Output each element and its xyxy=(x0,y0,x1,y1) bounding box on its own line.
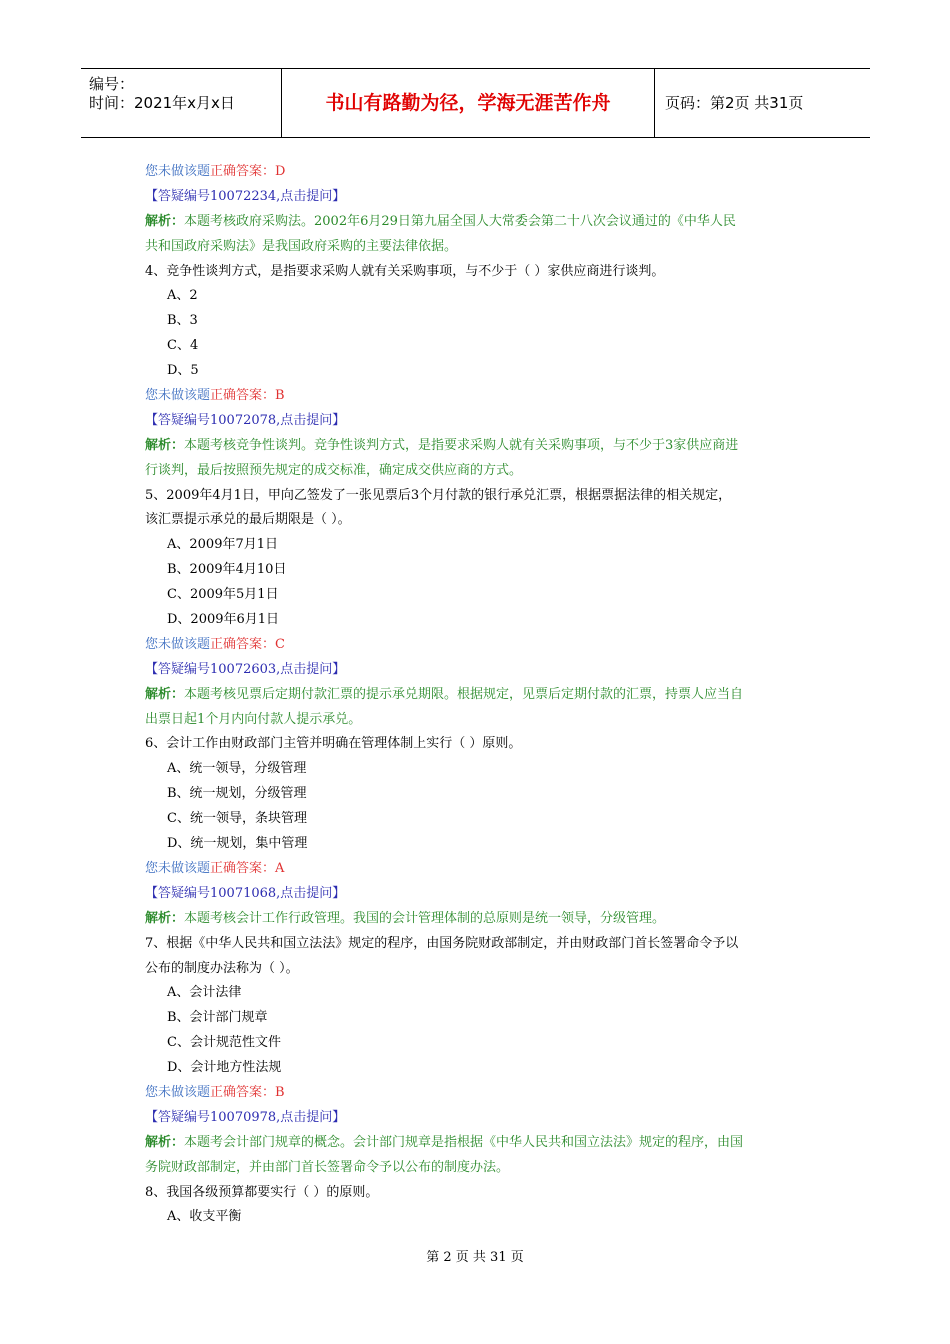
option-item xyxy=(145,782,815,807)
line-segment: 共和国政府采购法》是我国政府采购的主要法律依据。 xyxy=(145,238,458,254)
header-time-label: 时间：2021年x月x日 xyxy=(89,94,235,112)
line-segment: 解析： xyxy=(145,910,185,926)
line-segment: A、会计法律 xyxy=(167,985,242,1001)
line-segment: C、2009年5月1日 xyxy=(167,587,279,603)
line-segment: D、统一规划，集中管理 xyxy=(167,836,308,852)
answer-line xyxy=(145,160,815,185)
line-segment: 本题考会计部门规章的概念。会计部门规章是指根据《中华人民共和国立法法》规定的程序，由国 xyxy=(184,1134,744,1150)
line-segment: 正确答案：A xyxy=(210,860,285,876)
line-segment: A、收支平衡 xyxy=(167,1209,242,1225)
line-segment: C、4 xyxy=(167,338,199,354)
line-segment: 您未做该题 xyxy=(145,1084,211,1100)
line-segment: 公布的制度办法称为（ ）。 xyxy=(145,960,299,976)
line-segment: B、2009年4月10日 xyxy=(167,562,287,578)
line-segment: 正确答案：C xyxy=(210,636,285,652)
question-text xyxy=(145,484,815,509)
answer-line xyxy=(145,633,815,658)
option-item xyxy=(145,981,815,1006)
line-segment: 本题考核政府采购法。2002年6月29日第九届全国人大常委会第二十八次会议通过的《中华人民 xyxy=(184,213,736,229)
answer-line xyxy=(145,384,815,409)
explanation-line xyxy=(145,1156,815,1181)
line-segment: 务院财政部制定，并由部门首长签署命令予以公布的制度办法。 xyxy=(145,1159,510,1175)
line-segment: B、统一规划，分级管理 xyxy=(167,786,307,802)
line-segment: 【答疑编号10071068,点击提问】 xyxy=(145,885,346,901)
option-item xyxy=(145,1031,815,1056)
line-segment: 【答疑编号10072234,点击提问】 xyxy=(145,188,346,204)
answer-line xyxy=(145,857,815,882)
option-item xyxy=(145,807,815,832)
explanation-line xyxy=(145,235,815,260)
page-header xyxy=(81,68,870,138)
line-segment: 【答疑编号10072603,点击提问】 xyxy=(145,661,346,677)
explanation-line xyxy=(145,434,815,459)
header-number-label: 编号： xyxy=(89,75,135,93)
line-segment: A、2009年7月1日 xyxy=(167,537,279,553)
ask-question-link[interactable] xyxy=(145,658,815,683)
line-segment: 本题考核会计工作行政管理。我国的会计管理体制的总原则是统一领导，分级管理。 xyxy=(184,910,666,926)
line-segment: 正确答案：B xyxy=(210,388,285,404)
line-segment: D、会计地方性法规 xyxy=(167,1060,282,1076)
line-segment: C、会计规范性文件 xyxy=(167,1035,281,1051)
line-segment: 6、会计工作由财政部门主管并明确在管理体制上实行（ ）原则。 xyxy=(145,736,522,752)
line-segment: 该汇票提示承兑的最后期限是（ ）。 xyxy=(145,512,351,528)
line-segment: 正确答案：B xyxy=(210,1084,285,1100)
option-item xyxy=(145,757,815,782)
option-item xyxy=(145,608,815,633)
option-item xyxy=(145,1056,815,1081)
option-item xyxy=(145,334,815,359)
line-segment: 本题考核竞争性谈判。竞争性谈判方式，是指要求采购人就有关采购事项，与不少于3家供应商进 xyxy=(184,437,739,453)
option-item xyxy=(145,832,815,857)
option-item xyxy=(145,1006,815,1031)
line-segment: D、2009年6月1日 xyxy=(167,612,280,628)
ask-question-link[interactable] xyxy=(145,185,815,210)
explanation-line xyxy=(145,708,815,733)
line-segment: A、2 xyxy=(167,288,198,304)
question-text xyxy=(145,508,815,533)
line-segment: 解析： xyxy=(145,437,185,453)
option-item xyxy=(145,284,815,309)
line-segment: 【答疑编号10072078,点击提问】 xyxy=(145,412,346,428)
line-segment: 解析： xyxy=(145,213,185,229)
line-segment: 您未做该题 xyxy=(145,388,211,404)
line-segment: 5、2009年4月1日，甲向乙签发了一张见票后3个月付款的银行承兑汇票，根据票据法律的相关规定， xyxy=(145,487,732,503)
explanation-line xyxy=(145,210,815,235)
option-item xyxy=(145,533,815,558)
line-segment: 行谈判，最后按照预先规定的成交标准，确定成交供应商的方式。 xyxy=(145,462,523,478)
line-segment: 正确答案：D xyxy=(210,164,286,179)
line-segment: B、3 xyxy=(167,313,198,329)
line-segment: 您未做该题 xyxy=(145,860,211,876)
explanation-line xyxy=(145,1131,815,1156)
option-item xyxy=(145,309,815,334)
ask-question-link[interactable] xyxy=(145,882,815,907)
page-footer: 第 2 页 共 31 页 xyxy=(426,1250,524,1265)
answer-line xyxy=(145,1081,815,1106)
question-text xyxy=(145,1181,815,1206)
line-segment: C、统一领导，条块管理 xyxy=(167,811,307,827)
line-segment: 您未做该题 xyxy=(145,636,211,652)
line-segment: 8、我国各级预算都要实行（ ）的原则。 xyxy=(145,1184,379,1200)
question-text xyxy=(145,932,815,957)
line-segment: 您未做该题 xyxy=(145,164,211,179)
option-item xyxy=(145,1205,815,1230)
line-segment: 【答疑编号10070978,点击提问】 xyxy=(145,1109,346,1125)
header-motto: 书山有路勤为径，学海无涯苦作舟 xyxy=(281,69,655,137)
explanation-line xyxy=(145,907,815,932)
question-content xyxy=(145,160,815,1230)
line-segment: 出票日起1个月内向付款人提示承兑。 xyxy=(145,711,362,727)
ask-question-link[interactable] xyxy=(145,409,815,434)
question-text xyxy=(145,957,815,982)
line-segment: 4、竞争性谈判方式，是指要求采购人就有关采购事项，与不少于（ ）家供应商进行谈判。 xyxy=(145,263,665,279)
line-segment: B、会计部门规章 xyxy=(167,1010,268,1026)
explanation-line xyxy=(145,459,815,484)
line-segment: A、统一领导，分级管理 xyxy=(167,761,307,777)
ask-question-link[interactable] xyxy=(145,1106,815,1131)
explanation-line xyxy=(145,683,815,708)
line-segment: 解析： xyxy=(145,1134,185,1150)
header-page-label: 页码：第2页 共31页 xyxy=(665,94,804,112)
line-segment: 本题考核见票后定期付款汇票的提示承兑期限。根据规定，见票后定期付款的汇票，持票人应当自 xyxy=(184,686,744,702)
option-item xyxy=(145,558,815,583)
question-text xyxy=(145,260,815,285)
line-segment: 解析： xyxy=(145,686,185,702)
line-segment: D、5 xyxy=(167,363,199,379)
line-segment: 7、根据《中华人民共和国立法法》规定的程序，由国务院财政部制定，并由财政部门首长签署命令予以 xyxy=(145,935,739,951)
option-item xyxy=(145,359,815,384)
option-item xyxy=(145,583,815,608)
question-text xyxy=(145,732,815,757)
header-info-cell xyxy=(81,69,281,137)
